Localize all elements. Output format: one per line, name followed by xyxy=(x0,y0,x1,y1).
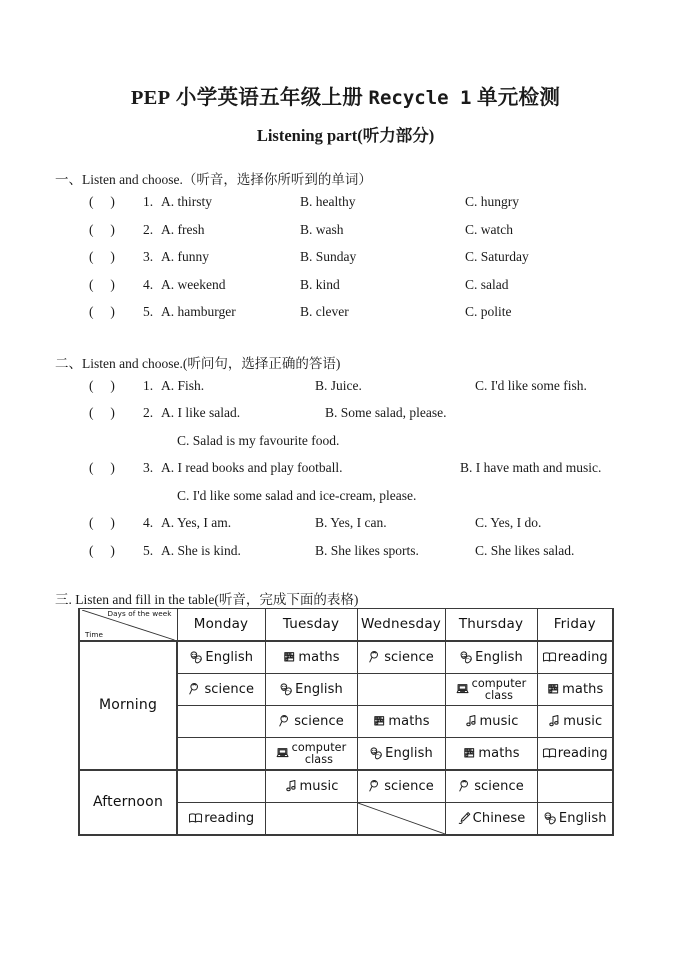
answer-blank[interactable]: ( ) xyxy=(89,249,115,264)
subject-label: maths xyxy=(388,713,430,729)
timetable-subject-cell[interactable] xyxy=(445,674,537,706)
option-c[interactable]: C. Salad is my favourite food. xyxy=(177,432,340,448)
option-a[interactable]: A. thirsty xyxy=(161,194,213,209)
timetable-time-label: Time xyxy=(85,630,103,640)
question-row xyxy=(55,405,691,433)
question-number: 2. xyxy=(143,221,154,237)
question-row xyxy=(55,194,691,222)
option-c[interactable]: C. salad xyxy=(465,276,509,292)
answer-blank[interactable]: ( ) xyxy=(89,221,115,237)
subject-label: English xyxy=(295,681,343,697)
page-subtitle: Listening part(听力部分) xyxy=(256,126,435,145)
question-number: 4. xyxy=(143,276,154,292)
timetable-subject-cell[interactable] xyxy=(265,674,357,706)
subject-label: computer class xyxy=(471,677,527,702)
question-row xyxy=(55,222,691,250)
timetable-subject-cell[interactable] xyxy=(177,803,265,836)
question-list-1 xyxy=(0,188,691,332)
answer-blank[interactable]: ( ) xyxy=(89,377,115,393)
timetable-subject-cell[interactable] xyxy=(177,674,265,706)
timetable-day-header: Monday xyxy=(177,609,265,642)
masks-icon xyxy=(189,649,204,666)
timetable-subject-cell[interactable] xyxy=(537,803,613,836)
subject-label: science xyxy=(474,778,524,794)
timetable-subject-cell[interactable] xyxy=(445,770,537,803)
brush-icon xyxy=(457,810,472,827)
timetable-corner-cell xyxy=(79,609,177,642)
subject-cell-content xyxy=(540,738,611,769)
masks-icon xyxy=(543,810,558,827)
subject-cell-content xyxy=(360,738,443,769)
question-number: 1. xyxy=(143,194,154,209)
subject-label: science xyxy=(204,681,255,697)
abacus-icon xyxy=(282,649,297,666)
question-number: 3. xyxy=(143,249,154,264)
magnifier-icon xyxy=(368,649,383,666)
subject-label: science xyxy=(294,713,344,729)
question-row xyxy=(55,543,691,571)
option-c[interactable]: C. Saturday xyxy=(465,249,529,264)
masks-icon xyxy=(279,681,294,698)
abacus-icon xyxy=(546,681,561,698)
timetable-subject-cell[interactable] xyxy=(357,738,445,771)
subject-label: maths xyxy=(298,649,340,665)
question-row xyxy=(55,277,691,305)
timetable-empty-cell[interactable] xyxy=(177,706,265,738)
subject-label: reading xyxy=(557,745,608,761)
timetable-subject-cell[interactable] xyxy=(445,641,537,674)
magnifier-icon xyxy=(188,681,203,698)
question-row xyxy=(55,460,691,488)
answer-blank[interactable]: ( ) xyxy=(89,460,115,475)
subject-label: English xyxy=(385,745,433,761)
option-a[interactable]: A. She is kind. xyxy=(161,542,241,558)
timetable-days-label: Days of the week xyxy=(107,609,172,618)
timetable-subject-cell[interactable] xyxy=(357,641,445,674)
timetable-subject-cell[interactable] xyxy=(445,706,537,738)
note-icon xyxy=(284,778,299,795)
magnifier-icon xyxy=(278,713,293,730)
subject-cell-content xyxy=(180,803,263,834)
option-a[interactable]: A. weekend xyxy=(161,276,226,292)
subject-cell-content xyxy=(540,706,611,737)
book-icon xyxy=(542,745,557,762)
option-b[interactable]: B. kind xyxy=(300,276,340,292)
subject-label: science xyxy=(384,649,434,665)
computer-icon xyxy=(276,745,291,762)
subject-cell-content xyxy=(448,706,535,737)
timetable-day-header: Friday xyxy=(537,609,613,642)
subject-label: Chinese xyxy=(472,810,526,826)
timetable-day-header: Thursday xyxy=(445,609,537,642)
magnifier-icon xyxy=(368,778,383,795)
option-a[interactable]: A. Yes, I am. xyxy=(161,515,232,530)
timetable-row xyxy=(79,641,613,674)
subject-label: music xyxy=(299,778,339,794)
computer-icon xyxy=(456,681,471,698)
timetable-subject-cell[interactable] xyxy=(537,738,613,771)
subject-cell-content xyxy=(448,642,535,673)
subject-cell-content xyxy=(448,803,535,834)
question-number: 5. xyxy=(143,542,154,558)
question-number: 2. xyxy=(143,405,154,420)
answer-blank[interactable]: ( ) xyxy=(89,405,115,420)
option-b[interactable]: B. Yes, I can. xyxy=(315,515,387,530)
timetable-subject-cell[interactable] xyxy=(357,706,445,738)
masks-icon xyxy=(459,649,474,666)
subject-cell-content xyxy=(268,771,355,802)
timetable xyxy=(78,608,614,836)
subject-cell-content xyxy=(180,674,263,705)
question-row xyxy=(55,304,691,332)
timetable-empty-cell[interactable] xyxy=(177,738,265,771)
option-a[interactable]: A. I read books and play football. xyxy=(161,460,343,475)
subject-cell-content xyxy=(448,674,535,705)
option-b[interactable]: B. Sunday xyxy=(300,249,357,264)
option-b[interactable]: B. Some salad, please. xyxy=(325,405,447,420)
question-row-continuation xyxy=(55,488,691,516)
subject-cell-content xyxy=(448,738,535,769)
timetable-subject-cell[interactable] xyxy=(357,770,445,803)
answer-blank[interactable]: ( ) xyxy=(89,276,115,292)
subject-cell-content xyxy=(180,642,263,673)
timetable-subject-cell[interactable] xyxy=(537,641,613,674)
subject-cell-content xyxy=(268,706,355,737)
option-a[interactable]: A. hamburger xyxy=(161,304,236,319)
title-unit: Recycle 1 xyxy=(368,87,472,109)
timetable-period-label: Afternoon xyxy=(79,770,177,835)
answer-blank[interactable]: ( ) xyxy=(89,542,115,558)
note-icon xyxy=(547,713,562,730)
question-row xyxy=(55,515,691,543)
subject-cell-content xyxy=(360,771,443,802)
timetable-period-label: Morning xyxy=(79,641,177,770)
timetable-header-row xyxy=(79,609,613,642)
subject-label: maths xyxy=(478,745,520,761)
timetable-empty-cell[interactable] xyxy=(265,803,357,836)
option-c[interactable]: C. hungry xyxy=(465,194,519,209)
timetable-empty-cell[interactable] xyxy=(357,674,445,706)
subject-cell-content xyxy=(540,803,611,834)
masks-icon xyxy=(369,745,384,762)
timetable-subject-cell[interactable] xyxy=(537,674,613,706)
subject-cell-content xyxy=(268,674,355,705)
option-b[interactable]: B. Juice. xyxy=(315,377,362,393)
subject-cell-content xyxy=(268,738,355,769)
question-row xyxy=(55,249,691,277)
subject-label: reading xyxy=(557,649,608,665)
subject-label: English xyxy=(475,649,523,665)
timetable-day-header: Tuesday xyxy=(265,609,357,642)
timetable-subject-cell[interactable] xyxy=(177,641,265,674)
book-icon xyxy=(188,810,203,827)
timetable-subject-cell[interactable] xyxy=(265,641,357,674)
question-number: 5. xyxy=(143,304,154,319)
subject-cell-content xyxy=(360,642,443,673)
question-row-continuation xyxy=(55,433,691,461)
abacus-icon xyxy=(372,713,387,730)
section-heading-1: 一、Listen and choose.（听音，选择你所听到的单词） xyxy=(55,172,372,187)
subject-label: English xyxy=(205,649,254,665)
timetable-empty-cell[interactable] xyxy=(357,803,445,836)
timetable-empty-cell[interactable] xyxy=(177,770,265,803)
title-prefix: PEP xyxy=(130,87,171,109)
book-icon xyxy=(542,649,557,666)
option-b[interactable]: B. clever xyxy=(300,304,349,319)
option-c[interactable]: C. polite xyxy=(465,304,512,319)
option-c[interactable]: C. She likes salad. xyxy=(475,542,575,558)
subject-label: maths xyxy=(562,681,604,697)
subject-label: music xyxy=(563,713,603,729)
option-b[interactable]: B. wash xyxy=(300,221,344,237)
answer-blank[interactable]: ( ) xyxy=(89,194,115,209)
option-a[interactable]: A. Fish. xyxy=(161,377,205,393)
timetable-day-header: Wednesday xyxy=(357,609,445,642)
option-b[interactable]: B. I have math and music. xyxy=(460,460,602,475)
option-a[interactable]: A. funny xyxy=(161,249,209,264)
note-icon xyxy=(464,713,479,730)
option-b[interactable]: B. healthy xyxy=(300,194,356,209)
timetable-subject-cell[interactable] xyxy=(445,803,537,836)
subject-cell-content xyxy=(268,642,355,673)
abacus-icon xyxy=(462,745,477,762)
subject-cell-content xyxy=(540,674,611,705)
answer-blank[interactable]: ( ) xyxy=(89,304,115,319)
option-c[interactable]: C. watch xyxy=(465,221,513,237)
option-c[interactable]: C. I'd like some fish. xyxy=(475,377,587,393)
timetable-subject-cell[interactable] xyxy=(445,738,537,771)
question-row xyxy=(55,378,691,406)
subject-label: computer class xyxy=(291,741,347,766)
timetable-subject-cell[interactable] xyxy=(265,770,357,803)
title-chinese-2: 单元检测 xyxy=(476,87,561,109)
section-heading-2: 二、Listen and choose.(听问句，选择正确的答语) xyxy=(55,355,341,371)
subject-label: science xyxy=(384,778,434,794)
subject-cell-content xyxy=(360,706,443,737)
subject-label: English xyxy=(558,810,607,826)
cell-strikethrough-line xyxy=(358,803,445,834)
subject-label: music xyxy=(479,713,519,729)
question-number: 4. xyxy=(143,515,154,530)
question-list-2 xyxy=(0,372,691,571)
timetable-subject-cell[interactable] xyxy=(265,738,357,771)
subject-label: reading xyxy=(204,810,255,826)
subject-cell-content xyxy=(448,771,535,802)
timetable-row xyxy=(79,770,613,803)
option-b[interactable]: B. She likes sports. xyxy=(315,542,419,558)
option-a[interactable]: A. I like salad. xyxy=(161,405,241,420)
magnifier-icon xyxy=(458,778,473,795)
option-c[interactable]: C. Yes, I do. xyxy=(475,515,542,530)
option-c[interactable]: C. I'd like some salad and ice-cream, please. xyxy=(177,487,417,503)
title-chinese-1: 小学英语五年级上册 xyxy=(175,87,364,109)
timetable-container xyxy=(78,608,612,836)
timetable-subject-cell[interactable] xyxy=(265,706,357,738)
question-number: 1. xyxy=(143,377,154,393)
subject-cell-content xyxy=(540,642,611,673)
page-title xyxy=(0,0,691,110)
timetable-subject-cell[interactable] xyxy=(537,706,613,738)
timetable-empty-cell[interactable] xyxy=(537,770,613,803)
question-number: 3. xyxy=(143,460,154,475)
option-a[interactable]: A. fresh xyxy=(161,221,205,237)
section-heading-3: 三. Listen and fill in the table(听音，完成下面的表格) xyxy=(55,592,359,607)
answer-blank[interactable]: ( ) xyxy=(89,515,115,530)
